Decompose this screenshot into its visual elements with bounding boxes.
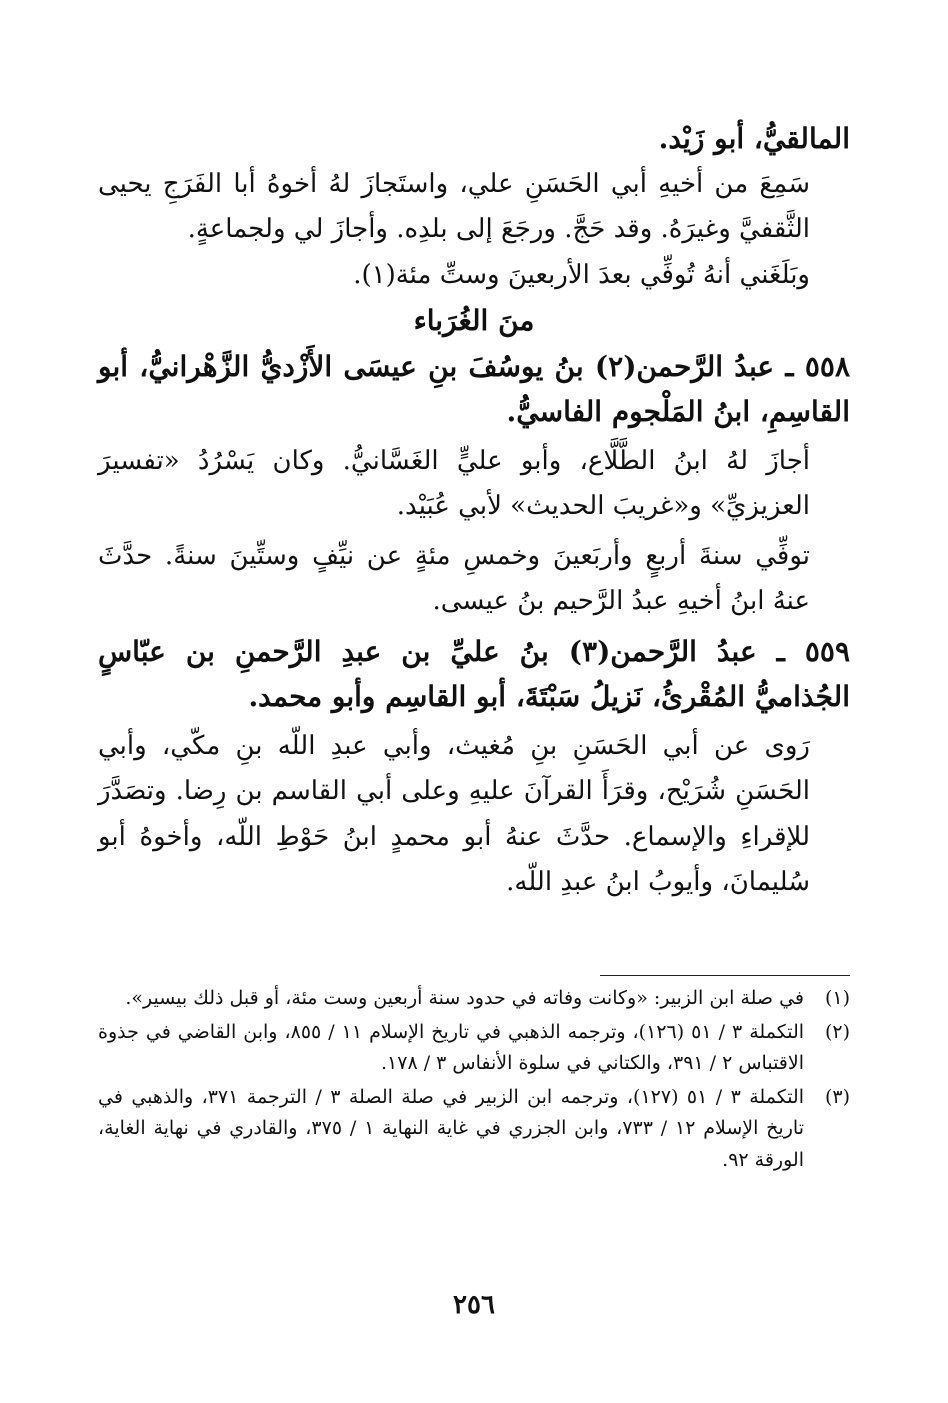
footnote-number: (٣) xyxy=(824,1085,850,1108)
page-number: ٢٥٦ xyxy=(453,1290,495,1320)
main-text-block xyxy=(98,116,850,906)
entry-559-heading: ٥٥٩ ـ عبدُ الرَّحمن(٣) بنُ عليِّ بن عبدِ الرَّحمنِ بن عبّاسٍ الجُذاميُّ المُقْرئُ، نَزيلُ سَبْتَةَ، أبو القاسِم وأبو محمد. xyxy=(98,634,850,713)
footnote-number: (١) xyxy=(824,987,850,1009)
footnote-text: التكملة ٣ / ٥١ (١٢٦)، وترجمه الذهبي في تاريخ الإسلام ١١ / ٨٥٥، وابن القاضي في جذوة الاقتباس ٢ / ٣٩١، والكتاني في سلوة الأنفاس ٣ / ١٧٨. xyxy=(98,1020,805,1074)
entry-558-paragraph-1: أجازَ لهُ ابنُ الطَّلَّاع، وأبو عليٍّ الغَسَّانيُّ. وكان يَسْرُدُ «تفسيرَ العزيزيِّ» و«غريبَ الحديث» لأبي عُبَيْد. xyxy=(98,445,810,521)
footnote-text: التكملة ٣ / ٥١ (١٢٧)، وترجمه ابن الزبير في صلة الصلة ٣ / الترجمة ٣٧١، والذهبي في تاريخ الإسلام ١٢ / ٧٣٣، وابن الجزري في غاية النهاية ١ / ٣٧٥، والقادري في نهاية الغاية، الورقة ٩٢. xyxy=(98,1085,804,1171)
entry-558-heading: ٥٥٨ ـ عبدُ الرَّحمن(٢) بنُ يوسُفَ بنِ عيسَى الأَزْديُّ الزَّهْرانيُّ، أبو القاسِمِ، ابنُ المَلْجوم الفاسيُّ. xyxy=(98,349,850,428)
previous-entry-tail: المالقيُّ، أبو زَيْد. xyxy=(658,122,850,155)
entry-558-paragraph-2: توفِّي سنةَ أربعٍ وأربَعينَ وخمسِ مئةٍ عن نيِّفٍ وستِّينَ سنةً. حدَّثَ عنهُ ابنُ أخيهِ عبدُ الرَّحيم بنُ عيسى. xyxy=(98,540,811,616)
entry-559-paragraph-1: رَوى عن أبي الحَسَنِ بنِ مُغيث، وأبي عبدِ اللّه بنِ مكّي، وأبي الحَسَنِ شُرَيْح، وقرَأَ القرآنَ عليهِ وعلى أبي القاسم بن رِضا. وتصَدَّرَ للإقراءِ والإسماع. حدَّثَ عنهُ أبو محمدٍ ابنُ حَوْطِ اللّه، وأخوهُ أبو سُليمانَ، وأيوبُ ابنُ عبدِ اللّه. xyxy=(98,730,810,897)
previous-entry-death: وبَلَغَني أنهُ تُوفِّي بعدَ الأربعينَ وستِّ مئة(١). xyxy=(353,259,810,290)
footnotes xyxy=(98,983,850,1178)
footnote-number: (٢) xyxy=(824,1020,850,1043)
footnote-3 xyxy=(98,1082,850,1177)
footnote-2 xyxy=(98,1017,850,1080)
footnote-text: في صلة ابن الزبير: «وكانت وفاته في حدود سنة أربعين وست مئة، أو قبل ذلك بيسير». xyxy=(125,987,804,1009)
previous-entry-body: سَمِعَ من أخيهِ أبي الحَسَنِ علي، واستَجازَ لهُ أخوهُ أبا الفَرَجِ يحيى الثَّقفيَّ وغيرَهُ. وقد حَجَّ. ورجَعَ إلى بلدِه. وأجازَ لي ولجماعةٍ. xyxy=(98,168,810,244)
section-heading: منَ الغُرَباء xyxy=(413,304,535,337)
footnote-1 xyxy=(98,983,850,1015)
footnote-divider xyxy=(600,975,850,976)
